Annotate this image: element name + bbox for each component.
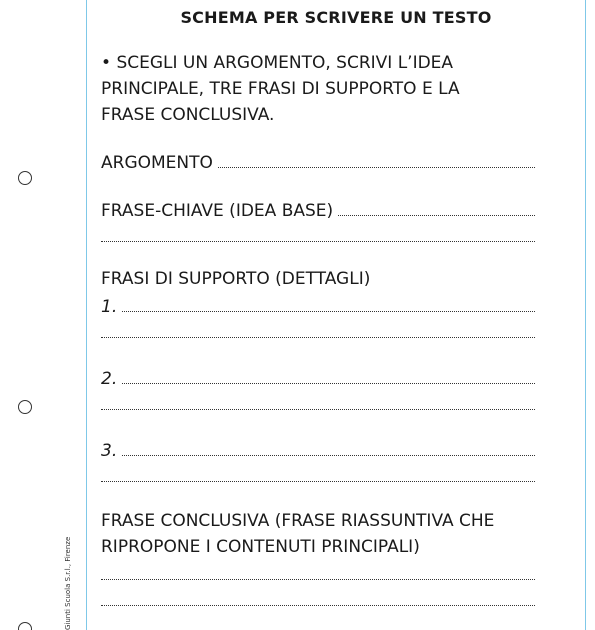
binder-hole-bottom <box>18 622 32 630</box>
conclusiva-write-line-1[interactable] <box>101 562 535 580</box>
frasi-supporto-label: FRASI DI SUPPORTO (DETTAGLI) <box>101 269 371 289</box>
support-item-2-write-line[interactable] <box>122 366 535 384</box>
support-item-1-write-line-2[interactable] <box>101 320 535 338</box>
frase-conclusiva-label-line-1: FRASE CONCLUSIVA (FRASE RIASSUNTIVA CHE <box>101 511 495 531</box>
support-item-1-row <box>101 294 535 318</box>
instruction-line-2: PRINCIPALE, TRE FRASI DI SUPPORTO E LA <box>101 79 460 99</box>
binder-margin <box>0 0 88 630</box>
support-item-3-row <box>101 438 535 462</box>
frase-chiave-write-line-2[interactable] <box>101 224 535 242</box>
binder-hole-middle <box>18 400 32 414</box>
support-item-2-row-2 <box>101 392 535 416</box>
support-item-3-write-line[interactable] <box>122 438 535 456</box>
support-item-1-number: 1. <box>101 297 118 317</box>
support-item-2-write-line-2[interactable] <box>101 392 535 410</box>
argomento-label: ARGOMENTO <box>101 153 213 173</box>
frase-conclusiva-label-line-2: RIPROPONE I CONTENUTI PRINCIPALI) <box>101 537 420 557</box>
instruction-line-1: • SCEGLI UN ARGOMENTO, SCRIVI L’IDEA <box>101 53 454 73</box>
frase-chiave-row <box>101 198 535 222</box>
instruction-block <box>101 50 460 128</box>
argomento-row <box>101 150 535 174</box>
support-item-1-write-line[interactable] <box>122 294 535 312</box>
support-item-2-number: 2. <box>101 369 118 389</box>
page-title: SCHEMA PER SCRIVERE UN TESTO <box>180 8 492 27</box>
argomento-write-line[interactable] <box>218 150 535 168</box>
support-item-1-row-2 <box>101 320 535 344</box>
instruction-line-3: FRASE CONCLUSIVA. <box>101 105 275 125</box>
support-item-2-row <box>101 366 535 390</box>
support-item-3-write-line-2[interactable] <box>101 464 535 482</box>
conclusiva-write-line-2[interactable] <box>101 588 535 606</box>
conclusiva-row-1 <box>101 562 535 586</box>
support-item-3-row-2 <box>101 464 535 488</box>
support-item-3-number: 3. <box>101 441 118 461</box>
conclusiva-row-2 <box>101 588 535 612</box>
binder-hole-top <box>18 171 32 185</box>
copyright-note: Giunti Scuola S.r.l., Firenze <box>64 536 72 630</box>
frase-chiave-write-line[interactable] <box>338 198 535 216</box>
frase-chiave-label: FRASE-CHIAVE (IDEA BASE) <box>101 201 334 221</box>
frase-chiave-row-2 <box>101 224 535 248</box>
bullet-icon: • <box>101 53 112 73</box>
